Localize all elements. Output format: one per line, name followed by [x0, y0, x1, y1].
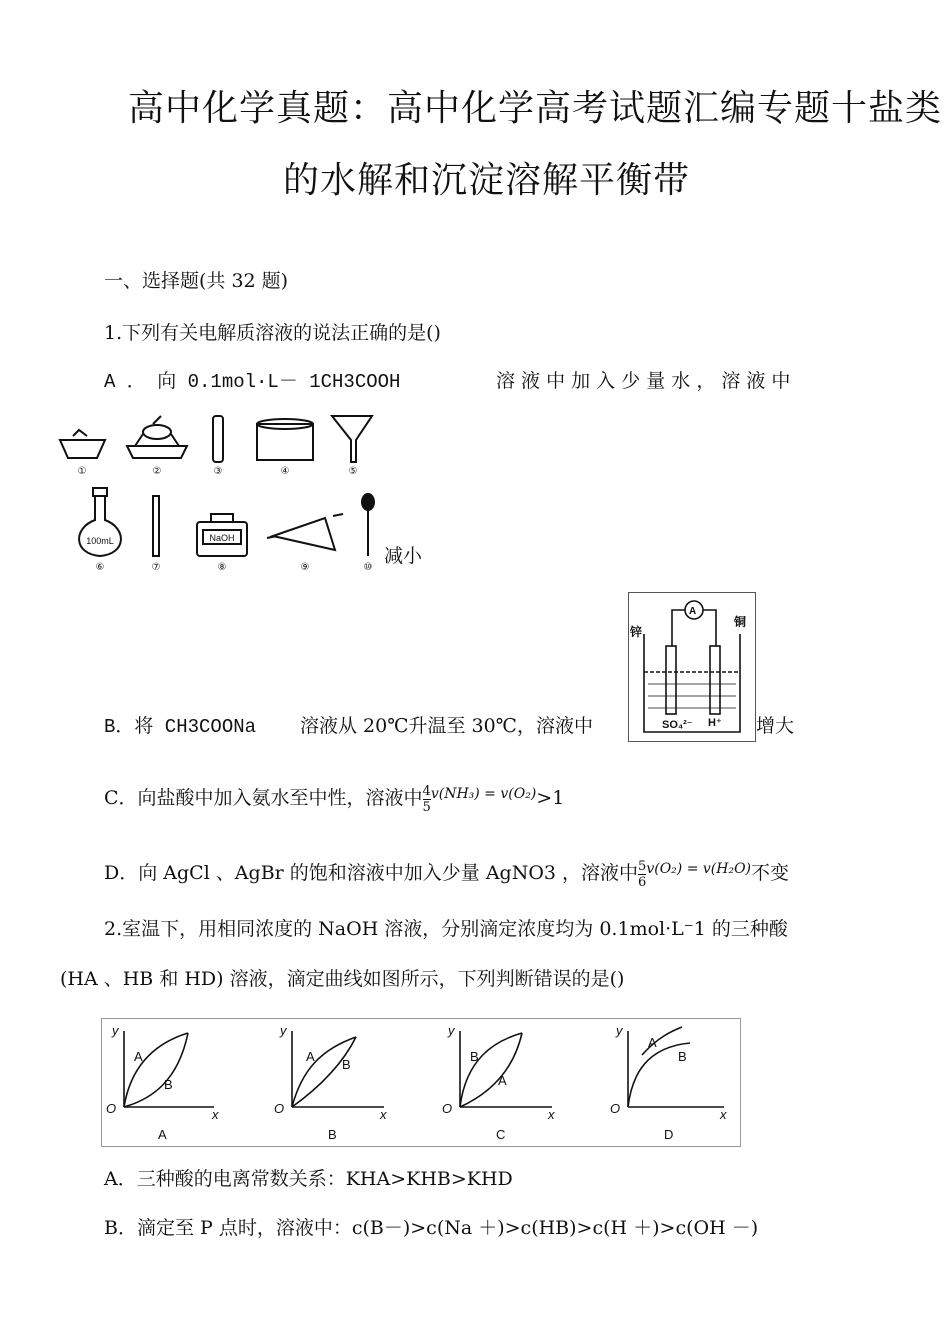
page-title-line1: 高中化学真题：高中化学高考试题汇编专题十盐类: [128, 88, 943, 129]
page-title-line2: 的水解和沉淀溶解平衡带: [283, 160, 691, 201]
graph-caption: A: [158, 1127, 167, 1142]
graph-c: [460, 1031, 552, 1107]
curve-label: B: [164, 1077, 173, 1092]
axis-y-label: y: [616, 1023, 623, 1038]
option-c-end: >1: [536, 787, 565, 809]
test-tube-icon: [213, 416, 223, 462]
curve-label: B: [678, 1049, 687, 1064]
option-b-prefix: B．将 CH3COONa: [104, 716, 257, 738]
option-d-expression: v(O₂) = v(H₂O): [646, 861, 752, 877]
axis-x-label: x: [548, 1107, 555, 1122]
apparatus-label: ⑧: [217, 562, 227, 573]
curve-label: A: [648, 1035, 657, 1050]
graph-b: [292, 1031, 384, 1107]
option-a-tail: 溶 液 中 加 入 少 量 水 ， 溶 液 中: [496, 370, 791, 392]
curve-label: A: [134, 1049, 143, 1064]
beaker-icon: [257, 419, 313, 460]
origin-label: O: [274, 1101, 285, 1116]
q2-option-b: B．滴定至 P 点时，溶液中：c(B－)>c(Na ＋)>c(HB)>c(H ＋)>c(OH －): [104, 1217, 759, 1239]
axis-y-label: y: [448, 1023, 455, 1038]
origin-label: O: [106, 1101, 117, 1116]
apparatus-label: ⑤: [348, 466, 358, 477]
option-a-prefix: A ． 向 0.1mol·L－ 1CH3COOH: [104, 371, 401, 393]
question-1-stem: 1.下列有关电解质溶液的说法正确的是(): [104, 322, 441, 344]
titration-curves-figure: [101, 1018, 741, 1147]
clay-triangle-icon: [267, 514, 343, 550]
fraction-denominator: 6: [638, 874, 647, 890]
graph-caption: C: [496, 1127, 506, 1142]
apparatus-label: ④: [280, 466, 290, 477]
axis-x-label: x: [380, 1107, 387, 1122]
apparatus-label: ⑦: [151, 562, 161, 573]
origin-label: O: [442, 1101, 453, 1116]
glass-rod-icon: [153, 496, 159, 556]
graph-caption: B: [328, 1127, 337, 1142]
evaporating-dish-icon: [60, 430, 105, 458]
apparatus-label: ③: [213, 466, 223, 477]
graph-caption: D: [664, 1127, 674, 1142]
hydrogen-ion-label: H⁺: [708, 717, 722, 729]
option-b-end: 增大: [756, 715, 795, 737]
apparatus-label: ⑨: [300, 562, 310, 573]
graph-d: [628, 1027, 724, 1107]
flask-label: 100mL: [86, 536, 114, 546]
dropper-icon: [362, 494, 374, 556]
zinc-label: 锌: [630, 625, 643, 639]
fraction-numerator: 5: [638, 858, 647, 874]
curve-label: B: [470, 1049, 479, 1064]
question-2-stem-line2: (HA 、HB 和 HD) 溶液，滴定曲线如图所示，下列判断错误的是(): [60, 968, 625, 990]
ammeter-label: A: [689, 606, 697, 617]
option-d-line: [104, 858, 789, 890]
curve-label: A: [498, 1073, 507, 1088]
option-b-mid: 溶液从 20℃升温至 30℃，溶液中: [300, 715, 593, 737]
apparatus-label: ②: [152, 466, 162, 477]
galvanic-cell-figure: [628, 592, 756, 742]
option-c-fraction: [423, 784, 431, 815]
fraction-denominator: 5: [422, 799, 431, 815]
lab-apparatus-figure: [55, 410, 385, 575]
bottle-label: NaOH: [209, 533, 235, 543]
section-heading: 一、选择题(共 32 题): [104, 270, 289, 292]
origin-label: O: [610, 1101, 621, 1116]
apparatus-label: ⑩: [363, 562, 373, 573]
option-c-expression: v(NH₃) = v(O₂): [430, 786, 537, 802]
apparatus-label: ①: [77, 466, 87, 477]
crucible-icon: [127, 416, 187, 458]
option-a-end: 减小: [384, 545, 423, 567]
axis-x-label: x: [212, 1107, 219, 1122]
funnel-icon: [332, 416, 372, 462]
sulfate-ion-label: SO₄²⁻: [662, 719, 693, 731]
option-c-prefix: C．向盐酸中加入氨水至中性，溶液中: [104, 787, 423, 809]
apparatus-label: ⑥: [95, 562, 105, 573]
axis-y-label: y: [280, 1023, 287, 1038]
copper-label: 铜: [734, 615, 747, 629]
graph-a: [124, 1031, 214, 1107]
axis-x-label: x: [720, 1107, 727, 1122]
option-d-prefix: D．向 AgCl 、AgBr 的饱和溶液中加入少量 AgNO3 ，溶液中: [104, 862, 639, 884]
q2-option-a: A．三种酸的电离常数关系：KHA>KHB>KHD: [104, 1168, 513, 1190]
option-d-end: 不变: [751, 862, 790, 884]
option-c-line: [104, 783, 564, 815]
fraction-numerator: 4: [422, 783, 431, 799]
curve-label: A: [306, 1049, 315, 1064]
question-2-stem-line1: 2.室温下，用相同浓度的 NaOH 溶液，分别滴定浓度均为 0.1mol·L⁻1 的三种酸: [104, 918, 788, 940]
curve-label: B: [342, 1057, 351, 1072]
axis-y-label: y: [112, 1023, 119, 1038]
